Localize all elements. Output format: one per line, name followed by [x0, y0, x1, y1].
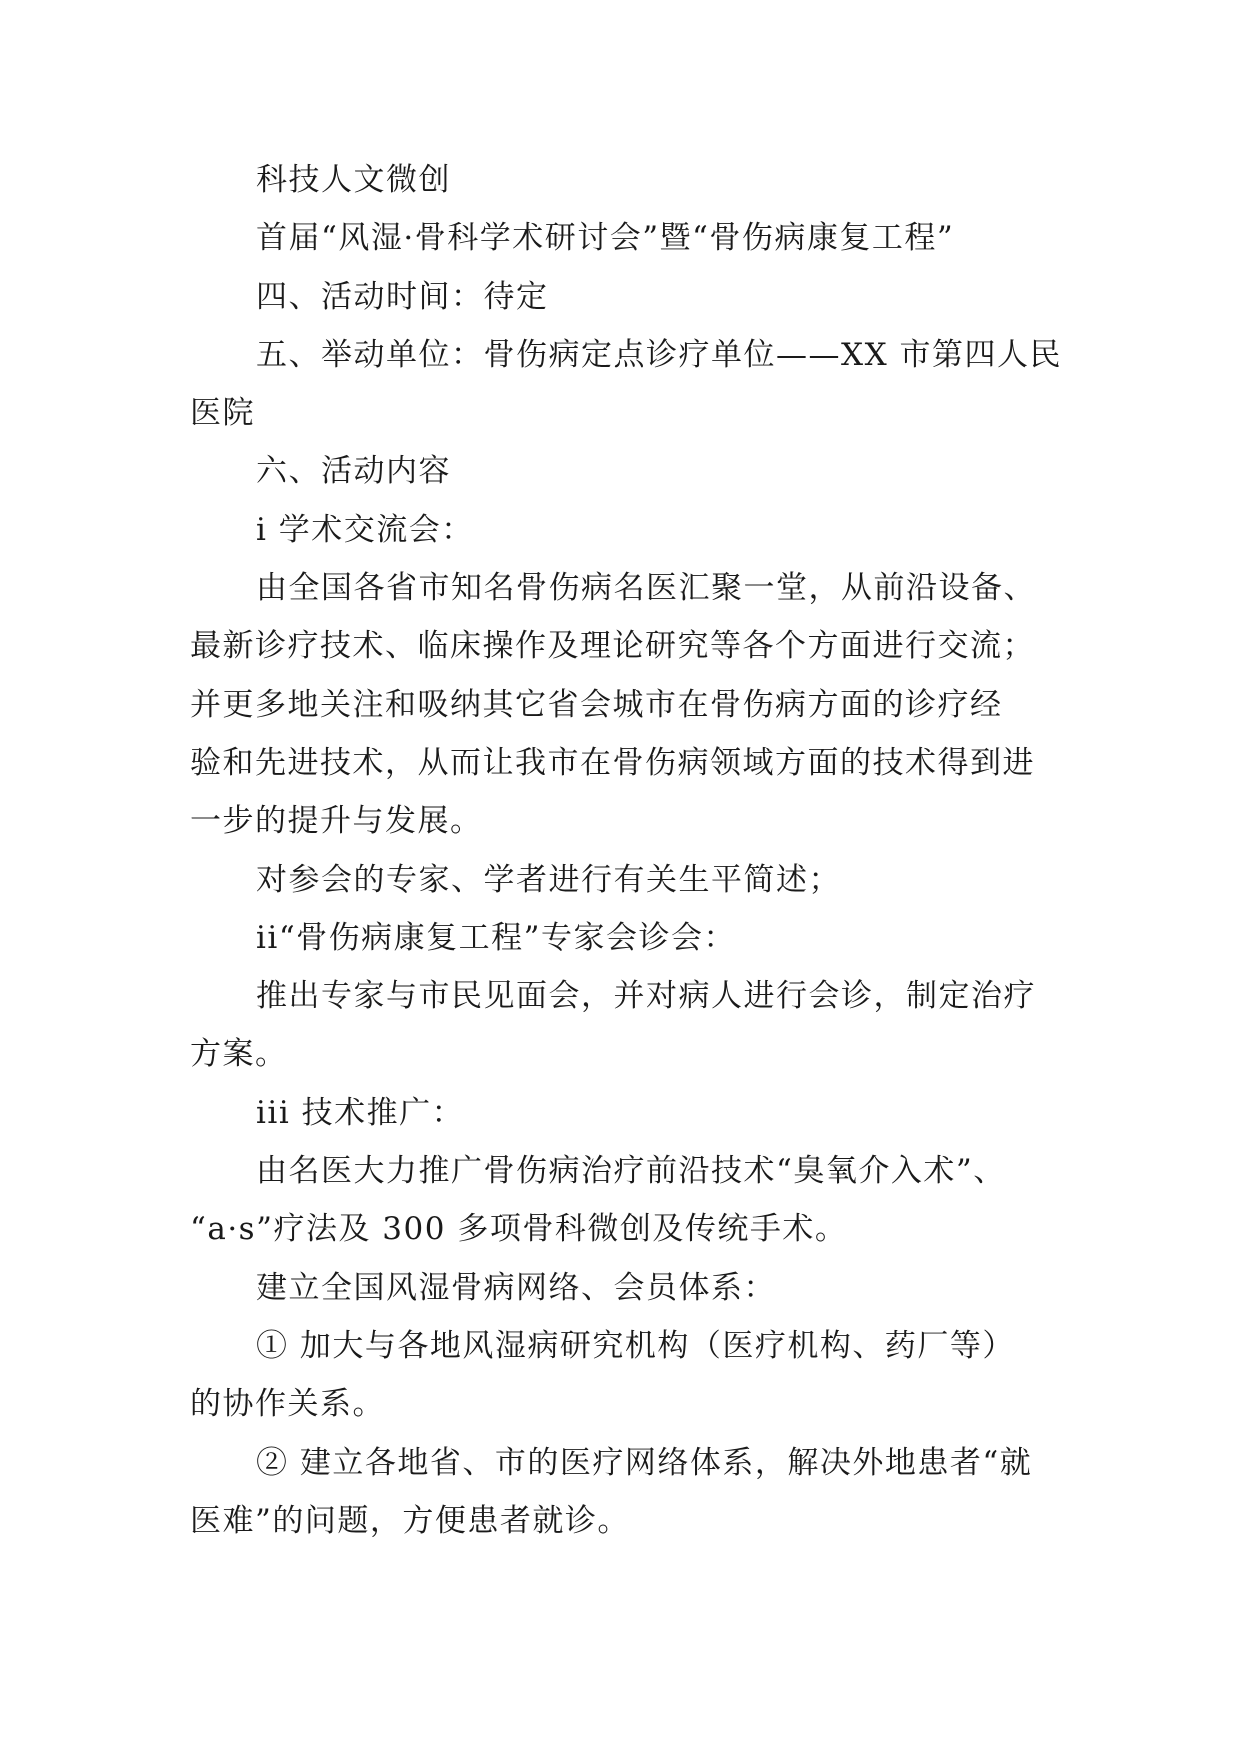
paragraph-line: 方案。 [190, 1036, 288, 1073]
paragraph-line: 建立全国风湿骨病网络、会员体系： [256, 1269, 776, 1306]
activity-time-line: 四、活动时间：待定 [256, 278, 549, 315]
organizer-line: 五、举动单位：骨伤病定点诊疗单位——XX 市第四人民 [256, 336, 1062, 373]
paragraph-line: 一步的提升与发展。 [190, 803, 483, 840]
paragraph-line: 由名医大力推广骨伤病治疗前沿技术“臭氧介入术”、 [256, 1153, 1006, 1190]
numbered-item-1-continued: 的协作关系。 [190, 1386, 385, 1423]
numbered-item-2: ② 建立各地省、市的医疗网络体系，解决外地患者“就 [256, 1444, 1033, 1481]
activity-content-heading: 六、活动内容 [256, 453, 451, 490]
paragraph-line: “a·s”疗法及 300 多项骨科微创及传统手术。 [190, 1211, 848, 1248]
event-title-line: 首届“风湿·骨科学术研讨会”暨“骨伤病康复工程” [256, 220, 955, 257]
subsection-academic-exchange: i 学术交流会： [256, 511, 474, 548]
paragraph-line: 由全国各省市知名骨伤病名医汇聚一堂，从前沿设备、 [256, 570, 1036, 607]
subsection-expert-consultation: ii“骨伤病康复工程”专家会诊会： [256, 919, 737, 956]
paragraph-line: 并更多地关注和吸纳其它省会城市在骨伤病方面的诊疗经 [190, 686, 1003, 723]
paragraph-line: 推出专家与市民见面会，并对病人进行会诊，制定治疗 [256, 978, 1036, 1015]
section-heading: 科技人文微创 [256, 162, 451, 198]
paragraph-line: 最新诊疗技术、临床操作及理论研究等各个方面进行交流； [190, 628, 1035, 665]
paragraph-line: 对参会的专家、学者进行有关生平简述； [256, 861, 841, 898]
subsection-technology-promotion: iii 技术推广： [256, 1094, 465, 1131]
document-body [190, 151, 1062, 1550]
numbered-item-2-continued: 医难”的问题，方便患者就诊。 [190, 1502, 630, 1539]
numbered-item-1: ① 加大与各地风湿病研究机构（医疗机构、药厂等） [256, 1327, 1015, 1364]
paragraph-line: 验和先进技术，从而让我市在骨伤病领域方面的技术得到进 [190, 744, 1035, 781]
organizer-line-continued: 医院 [190, 395, 255, 432]
